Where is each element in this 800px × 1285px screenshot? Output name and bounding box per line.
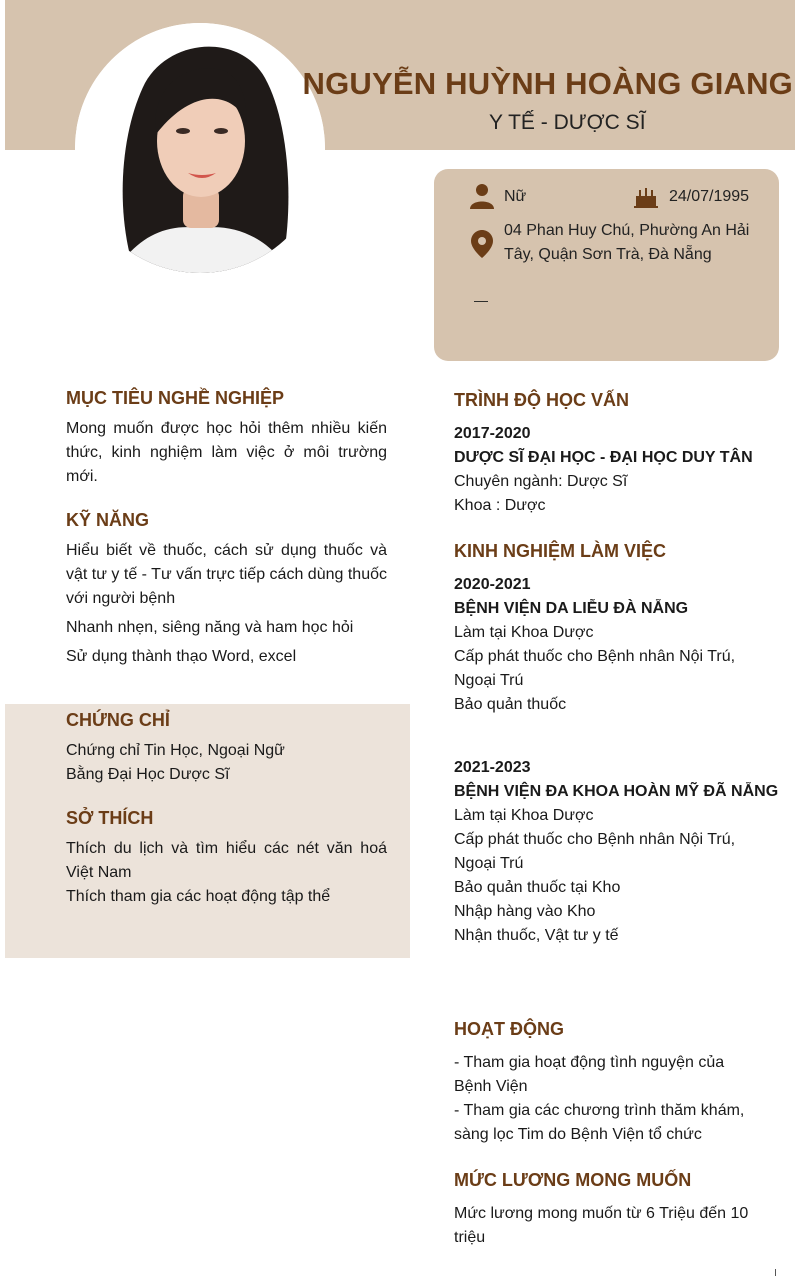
education-period: 2017-2020 <box>454 425 531 442</box>
salary-heading: MỨC LƯƠNG MONG MUỐN <box>454 1170 692 1190</box>
education-major: Chuyên ngành: Dược Sĩ <box>454 473 628 490</box>
education-heading: TRÌNH ĐỘ HỌC VẤN <box>454 390 629 410</box>
objective-text: Mong muốn được học hỏi thêm nhiều kiến thức, kinh nghiệm làm việc ở môi trường mới. <box>66 420 387 485</box>
job-detail: Ngoại Trú <box>454 855 524 872</box>
job-period: 2020-2021 <box>454 576 531 593</box>
education-faculty: Khoa : Dược <box>454 497 546 514</box>
job-detail: Làm tại Khoa Dược <box>454 624 594 641</box>
job-detail: Bảo quản thuốc tại Kho <box>454 879 621 896</box>
skills-heading: KỸ NĂNG <box>66 510 150 530</box>
job-title: Y TẾ - DƯỢC SĨ <box>489 111 646 134</box>
person-icon <box>469 183 495 214</box>
job-detail: Ngoại Trú <box>454 672 524 689</box>
contact-dash: — <box>474 292 488 308</box>
activity-line: - Tham gia hoạt động tình nguyện của <box>454 1054 725 1071</box>
portrait-image <box>75 23 325 273</box>
job-detail: Bảo quản thuốc <box>454 696 567 713</box>
location-pin-icon <box>471 230 493 263</box>
gender-value: Nữ <box>504 188 527 205</box>
job-detail: Nhập hàng vào Kho <box>454 903 596 920</box>
hobby-item: Thích tham gia các hoạt động tập thể <box>66 888 331 905</box>
activity-line: sàng lọc Tim do Bệnh Viện tổ chức <box>454 1126 702 1143</box>
birthday-value: 24/07/1995 <box>669 188 750 205</box>
hobbies-heading: SỞ THÍCH <box>66 808 154 828</box>
activities-heading: HOẠT ĐỘNG <box>454 1019 564 1039</box>
activity-line: - Tham gia các chương trình thăm khám, <box>454 1102 745 1119</box>
candidate-name: NGUYỄN HUỲNH HOÀNG GIANG <box>302 66 793 101</box>
skill-item: Sử dụng thành thạo Word, excel <box>66 648 297 665</box>
profile-photo <box>75 23 325 273</box>
certificate-item: Chứng chỉ Tin Học, Ngoại Ngữ <box>66 742 285 759</box>
job-period: 2021-2023 <box>454 759 531 776</box>
page-mark <box>775 1269 776 1276</box>
skill-item: Nhanh nhẹn, siêng năng và ham học hỏi <box>66 619 354 636</box>
salary-text: Mức lương mong muốn từ 6 Triệu đến 10 triệu <box>454 1205 749 1246</box>
address-line-2: Tây, Quận Sơn Trà, Đà Nẵng <box>504 246 712 263</box>
job-detail: Cấp phát thuốc cho Bệnh nhân Nội Trú, <box>454 831 736 848</box>
job-company: BỆNH VIỆN DA LIỄU ĐÀ NẴNG <box>454 600 689 617</box>
job-detail: Làm tại Khoa Dược <box>454 807 594 824</box>
objective-heading: MỤC TIÊU NGHỀ NGHIỆP <box>66 388 285 408</box>
address-line-1: 04 Phan Huy Chú, Phường An Hải <box>504 222 750 239</box>
certificates-heading: CHỨNG CHỈ <box>66 710 170 730</box>
job-company: BỆNH VIỆN ĐA KHOA HOÀN MỸ ĐÃ NẴNG <box>454 783 779 800</box>
job-detail: Nhận thuốc, Vật tư y tế <box>454 927 619 944</box>
birthday-cake-icon <box>634 184 658 213</box>
certificate-item: Bằng Đại Học Dược Sĩ <box>66 766 230 783</box>
skill-item: Hiểu biết về thuốc, cách sử dụng thuốc và vật tư y tế - Tư vấn trực tiếp cách dùng thuốc với người bệnh <box>66 542 387 607</box>
experience-heading: KINH NGHIỆM LÀM VIỆC <box>454 541 667 561</box>
hobby-item: Thích du lịch và tìm hiểu các nét văn hoá Việt Nam <box>66 840 387 881</box>
education-school: DƯỢC SĨ ĐẠI HỌC - ĐẠI HỌC DUY TÂN <box>454 449 753 466</box>
activity-line: Bệnh Viện <box>454 1078 528 1095</box>
job-detail: Cấp phát thuốc cho Bệnh nhân Nội Trú, <box>454 648 736 665</box>
